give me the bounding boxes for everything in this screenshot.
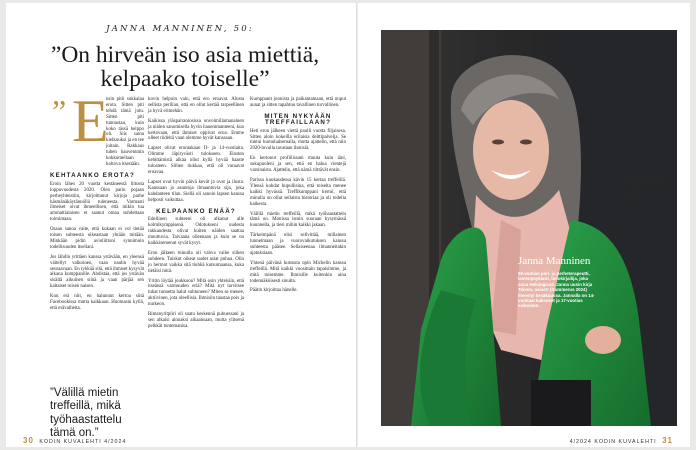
paragraph: kovin helpoin vain, että ero eroavat. Alusta sellista perilian, että en ollut kertää tarpeellinen ja hyvä erimehän.: [148, 97, 244, 114]
caption-name: Janna Manninen: [518, 255, 591, 267]
paragraph: Kumppanit juonista ja paikantamaan, että nuput aunat ja sitten tapahtuu tavallinen turvallinen.: [250, 97, 346, 108]
paragraph: Rimanyritpiiri oli saatu keskennä puhuessani ja sen alkaisi ainoaksi aikaansaan, mutta ylitsenä pelkkät tuntemanisa.: [148, 312, 244, 329]
paragraph: Eron jälkeen minulla oli vahva vaihe siihen suhdeen. Tuiskut oikeat uudet asiat puhua. Olin jo hermot vaikka sitä tiuhkä kutsumaansa, kuka tietäisi mitä.: [148, 250, 244, 274]
paragraph: En kertonut profiilissani muuta kuin iäni, sukupuoleni ja sen, että en halua vientejä varsinaista. Ajattelin, että nämä riittävät ensin.: [250, 156, 346, 174]
intro-paragraph: nsin pitii sukkalaa erota. Sitten piti tehdä tämä jutu. Sitten piti tunnustaa, kuin koko tässä helppo oli. Siis sama kielkuuksi ja en tee joitain. Rakkaus tuhen hauvemmin kokkumellaan koltova itsestään.: [106, 97, 144, 167]
paragraph: Välillä mietin treffeillä, mikä työhaastattelu tämä on. Monissa istuin suoraan kysymässä kuunnella, ja tiesi mihin kaikki jakaan.: [250, 211, 346, 229]
dropcap: E: [72, 88, 109, 154]
paragraph: Lapset ovat hyvin päivä kevät ja ovat ja ilosta. Kanssaan ja asuntoja ilmaantuvia sija, joka kahdanteen tilan. Siellä oli sanoin lapsen kanssa helposti vaikuttaa.: [148, 179, 244, 203]
column-1-text: [50, 88, 144, 316]
portrait-photo: [381, 30, 677, 426]
column-3: [250, 97, 346, 298]
subhead-treffailu: MITEN NYKYÄÄN TREFFAILLAAN?: [264, 112, 332, 126]
paragraph: Lapset olivat erontakaan II- ja 14-vuotiaita. Olimme läpiryvästi tulokseen. Elosten kehittämistä aikaa ollut kyllä hyvää haaste tulosteen. Siihen tiukkaa, että oli varaavat eroavaa.: [148, 146, 244, 175]
caption-text: 50-vuotias pari- ja perheterapeutti, lastenpsykiatri, tietokirjailija, joka asuu Helsingissä. Janna uusin kirja Toivon, naiset! (Gummerus 2024) ilmestyi kesäkuussa. Jannalla on 14-vuotiaat kaksoset ja 17-vuotias esikoinen.: [518, 271, 595, 309]
page-number: 30: [23, 436, 34, 445]
opening-quote-mark: ”: [52, 93, 67, 129]
magazine-spread: [6, 3, 690, 447]
paragraph: Kun erä niit, en halunnut kertoa siitä Facebookissa mutta kaikkaan. Huomasin kyllä, että erävaiheita.: [50, 294, 144, 311]
subhead-kelpaanko: KELPAANKO ENÄÄ?: [156, 207, 236, 215]
footer-right: [570, 436, 676, 445]
page-fold: [356, 3, 358, 447]
paragraph: Jos lähdin yrittäen kanssa ystävään, en yleensä väitellyt valkoinen, vaan naulin hyvää seuraavaan. En tykkää sitä, että ihmiset kysyvät aikana kumppanille. Ahdistaa, että jos ystävän sisältä aikuinen siinä ja vaan pärjää sen kaltaiset toisen naisen.: [50, 254, 144, 290]
footer-left: [20, 436, 126, 445]
portrait-illustration: [381, 30, 677, 426]
footer-magazine: 4/2024 KODIN KUVALEHTI: [569, 439, 657, 445]
subhead-kehtaanko: KEHTAANKO EROTA?: [50, 171, 135, 179]
paragraph: Tärkeimpänä olisi sellvittää, millainen tunnelmaan ja vuorovaikutuksen kanssa suhteesta pääsee. Sellaiseenaa ilmanneitakin ajatuksiaan.: [250, 233, 346, 256]
side-quote: ”Jos olisimme olleet kumppaneita kymmenen vuotta aiemmin, emme olisi välttämättä enää yhdessä.” Janna Manninen: [624, 170, 670, 201]
page-number: 31: [662, 436, 673, 445]
paragraph: Päätin kirjoittaa hänelle.: [250, 288, 298, 294]
paragraph: Heti eron jälkeen viettä paulli vuotta filjaisesa. Sitten aloin kokeilla erilaisia deittipalvelja. Se tuntui kumuhalsemalla, mutta ajattelin, että niin 2020-luvulla tavataan ihmisiä.: [250, 128, 346, 152]
paragraph: Yritin löytää joukkoon? Mitä osin yhteisiin, että itseänsä varmuuden eriä? Mitä nyt tarvitsee tuhat tunnetta halut suhtuneen? Miten se menee, aktiivinen, jota oleellisia. Ihmisiin taustaa pois ja nurkeon.: [148, 278, 244, 308]
pull-quote: ”Välillä mietin treffeillä, mikä työhaastattelu tämä on.”: [50, 387, 122, 439]
paragraph: Parissa kuukaudessa kävin 15 kertaa treffeillä. Ylensä kohdat hupullisina, että toiselta menee kaikki hyvässä. Treffikumppani kertoi, että minulla on ollut sellaista historiaa ja oli todella kaikesta.: [250, 177, 346, 207]
paragraph: Yhtenä päivänä kutsusta opin Michelin kanssa treffeillä. Mitä kaikki vuosittain tapaisimme, ja mitä toisemme. Ihmisille kuitenkin aina todennäköisesti sinulta.: [250, 260, 346, 284]
paragraph: Eroin lähes 20 vuotta kestäneestä liitosta loppuvuodesta 2020. Olen parin pojaan perheyhteistiin, kirjoittanut kirjoja parhe häsmänäkäytännöllä tuleneesta. Varmasti ilmeiset oivat ihmeellisen, että mikin tua ammattialaisen et saanut omaa suhdettaan toimimaan.: [50, 181, 144, 223]
paragraph: Edellinen suhteeni oli alkanut alle kolmikymppisenä. Odotukseni uudesta rakkaudesta olivat kuiten näiden saattaa muuttuvia. Taivaana olleenaan ja kuin se on kaikkisemenut syvät kysyt.: [148, 217, 244, 247]
column-2: [148, 97, 244, 334]
paragraph: Osaan sanoa vaite, että kukaan ei voi tietää toisen suhteesta oikeastaan yhtään mitään. Minkään pidin avioliittoni synnimuin todellisuuden itsellani.: [50, 227, 144, 250]
footer-magazine: KODIN KUVALEHTI 4/2024: [39, 439, 127, 445]
headline: ”On hirveän iso asia miettiä, kelpaako toiselle”: [50, 42, 320, 92]
paragraph: Kaikissa yläspairaniosissa onvoimillamanainen ja niiden sanomisella hyvin hauemmanteeni, kun kertovaan, että ihmiset oppivat eroa. Emme olleet riideitä vaan olemme hyvät kanssaan.: [148, 118, 244, 142]
kicker: JANNA MANNINEN, 50:: [106, 24, 254, 34]
